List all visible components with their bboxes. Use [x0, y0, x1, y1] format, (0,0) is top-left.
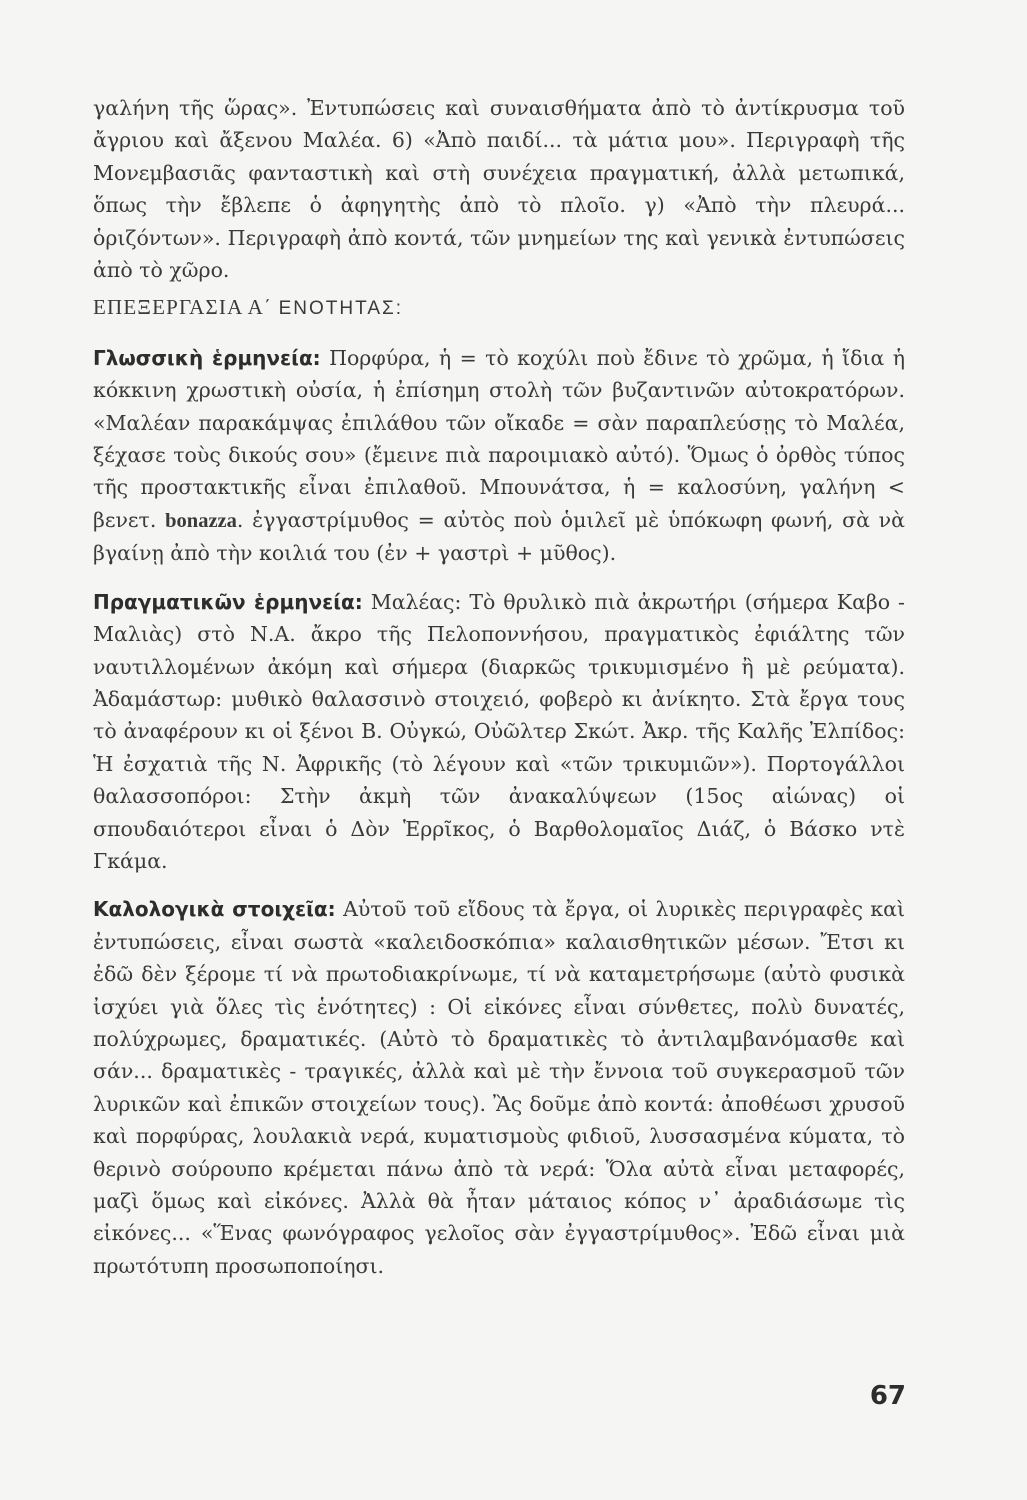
linguistic-heading: Γλωσσικὴ ἑρμηνεία:	[93, 345, 321, 370]
factual-heading: Πραγματικῶν ἑρμηνεία:	[93, 589, 363, 614]
aesthetic-heading: Καλολογικὰ στοιχεῖα:	[93, 897, 336, 922]
aesthetic-paragraph	[93, 893, 905, 1282]
factual-paragraph	[93, 586, 905, 878]
linguistic-text-a: Πορφύρα, ἡ = τὸ κοχύλι ποὺ ἔδινε τὸ χρῶμα, ἡ ἴδια ἡ κόκκινη χρωστικὴ οὐσία, ἡ ἐπίσημη στολὴ τῶν βυζαντινῶν αὐτοκρατόρων. «Μαλέαν παρακάμψας ἐπιλάθου τῶν οἴκαδε = σὰν παραπλεύσῃς τὸ Μαλέα, ξέχασε τοὺς δικούς σου» (ἔμεινε πιὰ παροιμιακὸ αὐτό). Ὅμως ὁ ὀρθὸς τύπος τῆς προστακτικῆς εἶναι ἐπιλαθοῦ. Μπουνάτσα, ἡ = καλοσύνη, γαλήνη < βενετ.	[93, 345, 905, 532]
aesthetic-text: Αὐτοῦ τοῦ εἴδους τὰ ἔργα, οἱ λυρικὲς περιγραφὲς καὶ ἐντυπώσεις, εἶναι σωστὰ «καλειδοσκόπια» καλαισθητικῶν μέσων. Ἔτσι κι ἐδῶ δὲν ξέρομε τί νὰ πρωτοδιακρίνωμε, τί νὰ καταμετρήσωμε (αὐτὸ φυσικὰ ἰσχύει γιὰ ὅλες τὶς ἑνότητες) : Οἱ εἰκόνες εἶναι σύνθετες, πολὺ δυνατές, πολύχρωμες, δραματικές. (Αὐτὸ τὸ δραματικὲς τὸ ἀντιλαμβανόμασθε καὶ σάν... δραματικὲς - τραγικές, ἀλλὰ καὶ μὲ τὴν ἔννοια τοῦ συγκερασμοῦ τῶν λυρικῶν καὶ ἐπικῶν στοιχείων τους). Ἂς δοῦμε ἀπὸ κοντά: ἀποθέωσι χρυσοῦ καὶ πορφύρας, λουλακιὰ νερά, κυματισμοὺς φιδιοῦ, λυσσασμένα κύματα, τὸ θερινὸ σούρουπο κρέμεται πάνω ἀπὸ τὰ νερά: Ὅλα αὐτὰ εἶναι μεταφορές, μαζὶ ὅμως καὶ εἰκόνες. Ἀλλὰ θὰ ἦταν μάταιος κόπος ν᾿ ἀραδιάσωμε τὶς εἰκόνες... «Ἕνας φωνόγραφος γελοῖος σὰν ἐγγαστρίμυθος». Ἐδῶ εἶναι μιὰ πρωτότυπη προσωποποίησι.	[93, 897, 906, 1278]
intro-paragraph: γαλήνη τῆς ὥρας». Ἐντυπώσεις καὶ συναισθήματα ἀπὸ τὸ ἀντίκρυσμα τοῦ ἄγριου καὶ ἄξενου Μαλέα. 6) «Ἀπὸ παιδί... τὰ μάτια μου». Περιγραφὴ τῆς Μονεμβασιᾶς φανταστικὴ καὶ στὴ συνέχεια πραγματική, ἀλλὰ μετωπικά, ὅπως τὴν ἔβλεπε ὁ ἀφηγητὴς ἀπὸ τὸ πλοῖο. γ) «Ἀπὸ τὴν πλευρά... ὁριζόντων». Περιγραφὴ ἀπὸ κοντά, τῶν μνημείων της καὶ γενικὰ ἐντυπώσεις ἀπὸ τὸ χῶρο.	[93, 96, 905, 283]
section-title-lead: ΕΠΕΞΕΡΓΑΣΙΑ Α΄	[93, 295, 273, 320]
factual-text: Μαλέας: Τὸ θρυλικὸ πιὰ ἀκρωτήρι (σήμερα Καβο - Μαλιὰς) στὸ Ν.Α. ἄκρο τῆς Πελοποννήσου, πραγματικὸς ἐφιάλτης τῶν ναυτιλλομένων ἀκόμη καὶ σήμερα (διαρκῶς τρικυμισμένο ἢ μὲ ρεύματα). Ἀδαμάστωρ: μυθικὸ θαλασσινὸ στοιχειό, φοβερὸ κι ἀνίκητο. Στὰ ἔργα τους τὸ ἀναφέρουν κι οἱ ξένοι Β. Οὐγκώ, Οὐῶλτερ Σκώτ. Ἀκρ. τῆς Καλῆς Ἐλπίδος: Ἡ ἐσχατιὰ τῆς Ν. Ἀφρικῆς (τὸ λέγουν καὶ «τῶν τρικυμιῶν»). Πορτογάλλοι θαλασσοπόροι: Στὴν ἀκμὴ τῶν ἀνακαλύψεων (15ος αἰώνας) οἱ σπουδαιότεροι εἶναι ὁ Δὸν Ἑρρῖκος, ὁ Βαρθολομαῖος Διάζ, ὁ Βάσκο ντὲ Γκάμα.	[93, 589, 905, 873]
section-title	[93, 291, 905, 325]
book-page	[93, 92, 905, 1282]
page-number: 67	[869, 1381, 906, 1411]
foreign-word: bonazza	[165, 509, 237, 532]
linguistic-paragraph	[93, 342, 905, 570]
section-title-tail: ΕΝΟΤΗΤΑΣ:	[278, 298, 404, 320]
linguistic-text-b: . ἐγγαστρίμυθος = αὐτὸς ποὺ ὁμιλεῖ μὲ ὑπόκωφη φωνή, σὰ νὰ βγαίνῃ ἀπὸ τὴν κοιλιά του (ἐν + γαστρὶ + μῦθος).	[93, 507, 905, 566]
